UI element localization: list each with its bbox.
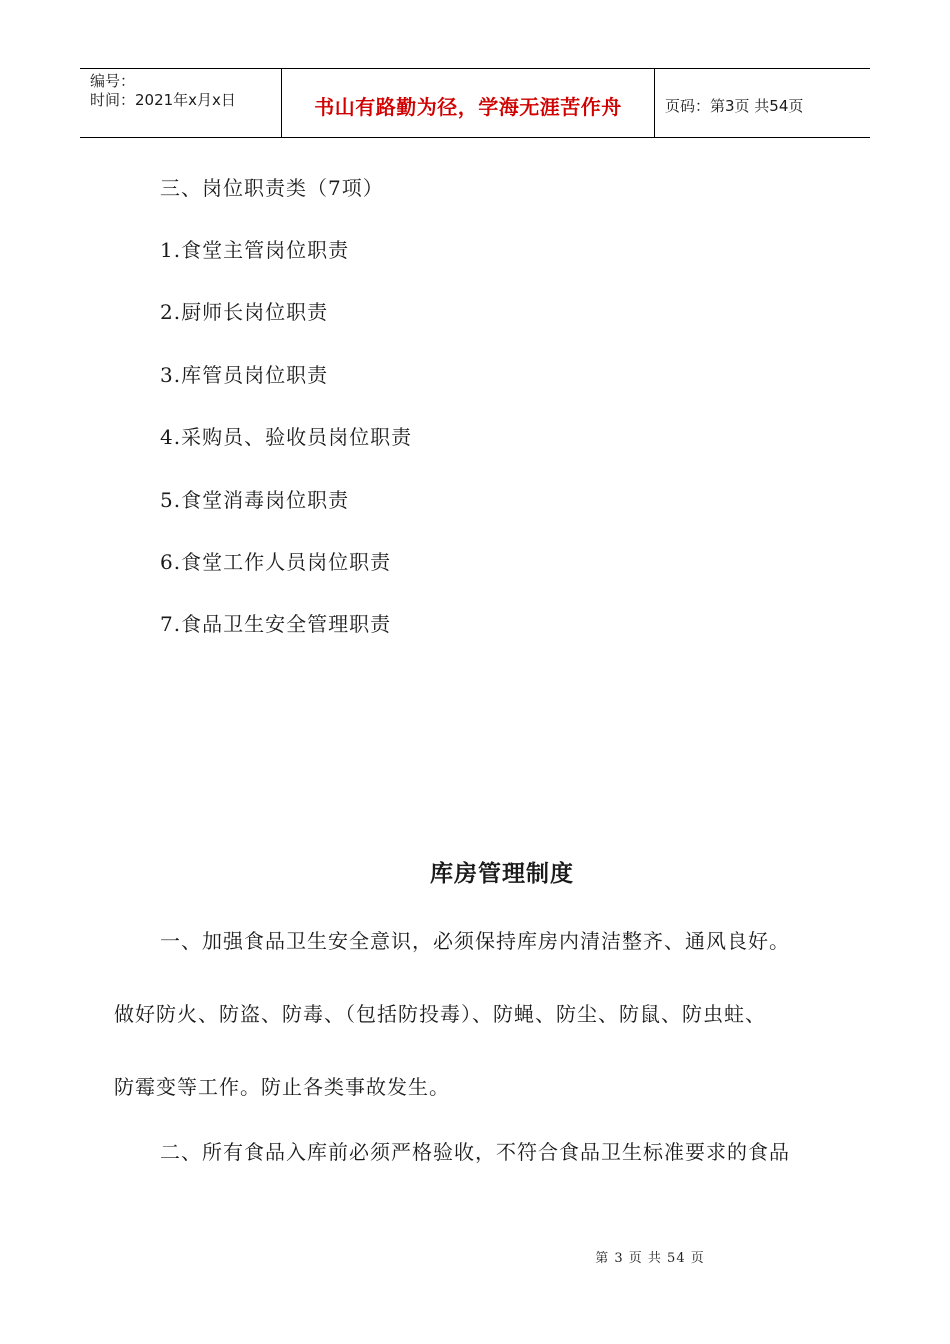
paragraph-line: 做好防火、防盗、防毒、（包括防投毒）、防蝇、防尘、防鼠、防虫蛀、 xyxy=(114,1002,766,1026)
header-motto-cell xyxy=(282,69,655,137)
document-title: 库房管理制度 xyxy=(430,861,574,887)
header-page-cell xyxy=(655,69,870,137)
duty-item: 7.食品卫生安全管理职责 xyxy=(160,612,392,636)
page-footer: 第 3 页 共 54 页 xyxy=(595,1251,705,1266)
duty-item: 3.库管员岗位职责 xyxy=(160,363,329,387)
page-info: 页码：第3页 共54页 xyxy=(665,96,804,115)
duty-item: 5.食堂消毒岗位职责 xyxy=(160,488,350,512)
motto: 书山有路勤为径，学海无涯苦作舟 xyxy=(314,94,622,119)
number-label: 编号： xyxy=(90,72,136,90)
header-meta-cell xyxy=(80,69,282,137)
section-heading: 三、岗位职责类（7项） xyxy=(160,176,384,200)
paragraph-line: 防霉变等工作。防止各类事故发生。 xyxy=(114,1075,450,1099)
paragraph-line: 一、加强食品卫生安全意识，必须保持库房内清洁整齐、通风良好。 xyxy=(160,929,790,953)
duty-item: 4.采购员、验收员岗位职责 xyxy=(160,425,413,449)
paragraph-line: 二、所有食品入库前必须严格验收，不符合食品卫生标准要求的食品 xyxy=(160,1140,790,1164)
time-label: 时间：2021年x月x日 xyxy=(90,91,236,109)
document-header xyxy=(80,68,870,138)
duty-item: 1.食堂主管岗位职责 xyxy=(160,238,350,262)
duty-item: 2.厨师长岗位职责 xyxy=(160,300,329,324)
duty-item: 6.食堂工作人员岗位职责 xyxy=(160,550,392,574)
